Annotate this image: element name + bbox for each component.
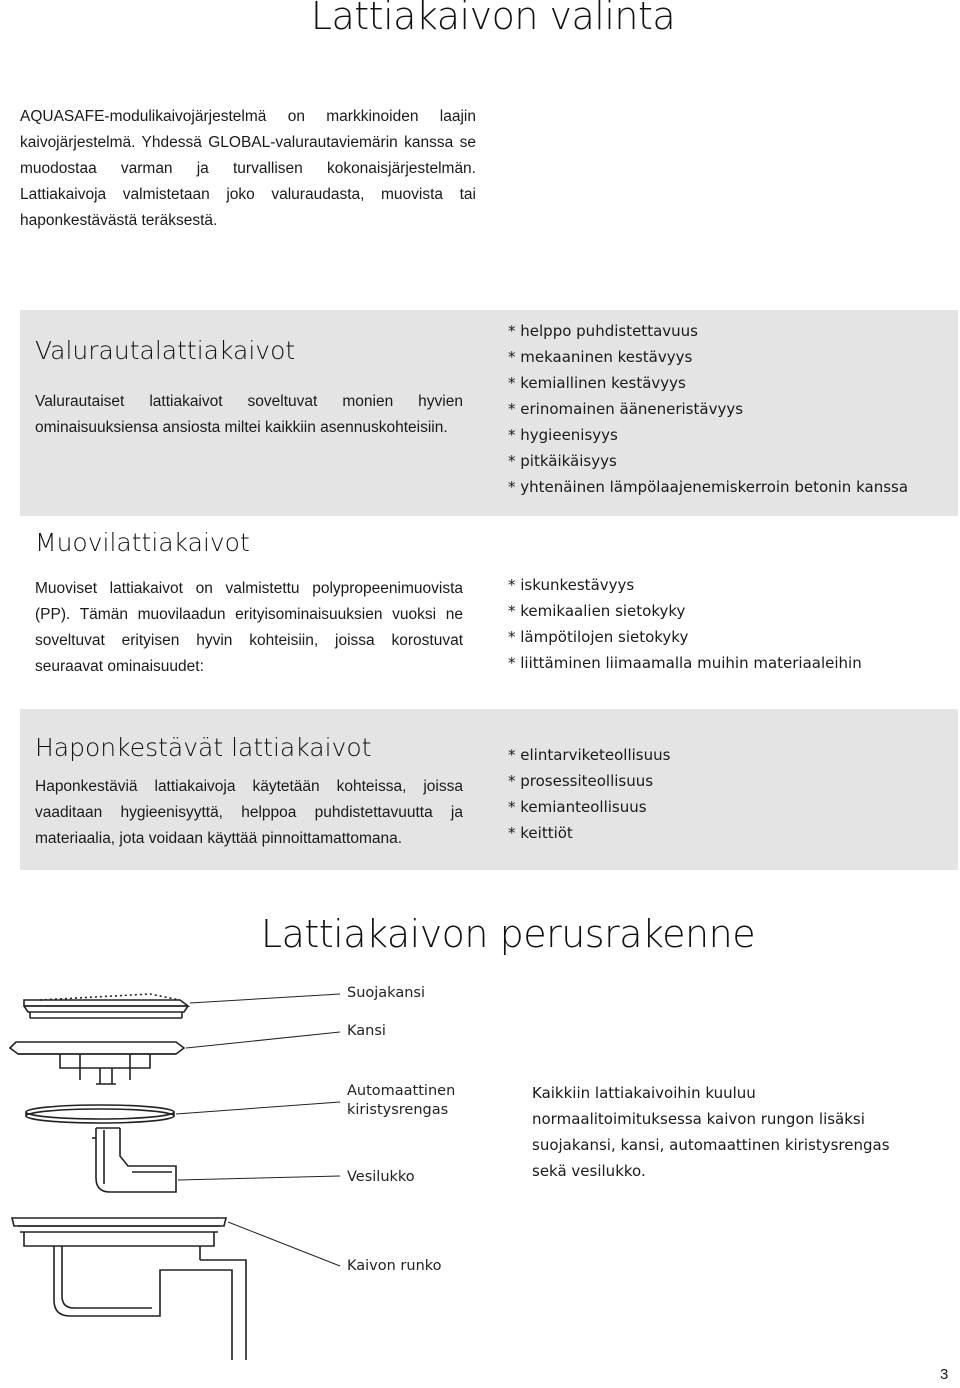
section-body-cast-iron bbox=[35, 389, 463, 441]
label-tightening-ring-line1: Automaattinen bbox=[347, 1083, 456, 1099]
section-text: Haponkestäviä lattiakaivoja käytetään kohteissa, joissa vaaditaan hygieenisyyttä, helppoa puhdistettavuutta ja materiaalia, jota voidaan käyttää pinnoittamattomana. bbox=[35, 778, 463, 847]
list-item: * liittäminen liimaamalla muihin materiaaleihin bbox=[508, 654, 862, 672]
intro-paragraph bbox=[20, 104, 476, 234]
drain-body-part bbox=[12, 1218, 246, 1360]
tightening-ring-part bbox=[26, 1105, 174, 1123]
list-item: * pitkäikäisyys bbox=[508, 452, 617, 470]
section-body-plastic bbox=[35, 576, 463, 680]
label-drain-body: Kaivon runko bbox=[347, 1258, 442, 1274]
list-item: * iskunkestävyys bbox=[508, 576, 635, 594]
list-item: * lämpötilojen sietokyky bbox=[508, 628, 689, 646]
lid-part bbox=[10, 1042, 184, 1084]
floor-drain-exploded-diagram bbox=[0, 970, 500, 1370]
page-title: Lattiakaivon valinta bbox=[310, 0, 676, 38]
list-item: * erinomainen ääneneristävyys bbox=[508, 400, 744, 418]
label-lid: Kansi bbox=[347, 1023, 386, 1039]
bullet-list-acid-proof bbox=[508, 742, 670, 846]
structure-title: Lattiakaivon perusrakenne bbox=[260, 912, 756, 956]
label-water-trap: Vesilukko bbox=[347, 1169, 415, 1185]
structure-description: Kaikkiin lattiakaivoihin kuuluu normaalitoimituksessa kaivon rungon lisäksi suojakansi, kansi, automaattinen kiristysrengas sekä vesilukko. bbox=[532, 1084, 890, 1180]
water-trap-part bbox=[92, 1128, 176, 1192]
list-item: * mekaaninen kestävyys bbox=[508, 348, 693, 366]
list-item: * keittiöt bbox=[508, 824, 573, 842]
list-item: * helppo puhdistettavuus bbox=[508, 322, 698, 340]
list-item: * kemikaalien sietokyky bbox=[508, 602, 686, 620]
list-item: * prosessiteollisuus bbox=[508, 772, 654, 790]
list-item: * kemiallinen kestävyys bbox=[508, 374, 686, 392]
intro-text: AQUASAFE-modulikaivojärjestelmä on markkinoiden laajin kaivojärjestelmä. Yhdessä GLOBAL-valurautaviemärin kanssa se muodostaa varman ja turvallisen kokonaisjärjestelmän. Lattiakaivoja valmistetaan joko valuraudasta, muovista tai haponkestävästä teräksestä. bbox=[20, 108, 476, 229]
section-body-acid-proof bbox=[35, 774, 463, 852]
page-number: 3 bbox=[940, 1366, 949, 1383]
section-heading-cast-iron: Valurautalattiakaivot bbox=[35, 336, 296, 365]
bullet-list-plastic bbox=[508, 572, 862, 676]
list-item: * hygieenisyys bbox=[508, 426, 618, 444]
label-tightening-ring-line2: kiristysrengas bbox=[347, 1102, 449, 1118]
section-heading-acid-proof: Haponkestävät lattiakaivot bbox=[35, 733, 372, 762]
list-item: * yhtenäinen lämpölaajenemiskerroin betonin kanssa bbox=[508, 478, 909, 496]
list-item: * elintarviketeollisuus bbox=[508, 746, 671, 764]
section-heading-plastic: Muovilattiakaivot bbox=[35, 528, 250, 557]
label-protective-cover: Suojakansi bbox=[347, 985, 425, 1001]
drain-drawing bbox=[0, 970, 500, 1370]
protective-cover-part bbox=[24, 994, 188, 1018]
bullet-list-cast-iron bbox=[508, 318, 908, 500]
section-text: Valurautaiset lattiakaivot soveltuvat monien hyvien ominaisuuksiensa ansiosta miltei kaikkiin asennuskohteisiin. bbox=[35, 393, 463, 436]
section-text: Muoviset lattiakaivot on valmistettu polypropeenimuovista (PP). Tämän muovilaadun erityisominaisuuksien vuoksi ne soveltuvat erityisen hyvin kohteisiin, joissa korostuvat seuraavat ominaisuudet: bbox=[35, 580, 463, 675]
list-item: * kemianteollisuus bbox=[508, 798, 647, 816]
